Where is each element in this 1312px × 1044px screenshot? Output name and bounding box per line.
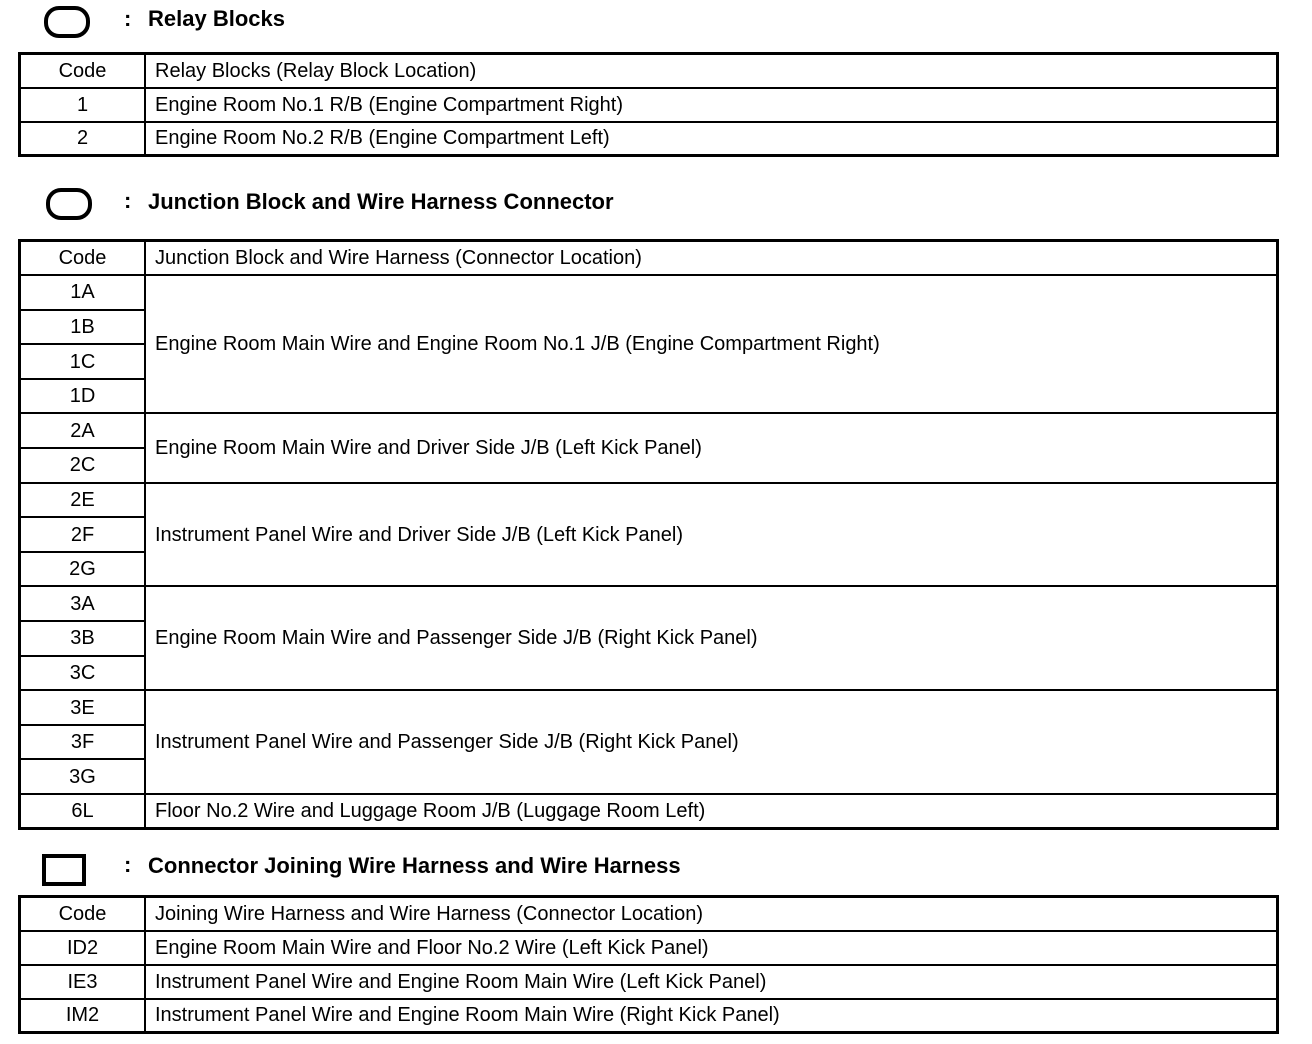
- row-code: IE3: [20, 965, 146, 999]
- row-code: ID2: [20, 931, 146, 965]
- table-header-row: [20, 54, 1278, 88]
- junction-block-table: [18, 239, 1279, 830]
- row-code: 2A: [20, 413, 146, 448]
- row-code: 6L: [20, 794, 146, 829]
- row-desc: Floor No.2 Wire and Luggage Room J/B (Luggage Room Left): [145, 794, 1278, 829]
- connector-joining-table: [18, 895, 1279, 1034]
- row-desc: Engine Room Main Wire and Driver Side J/B (Left Kick Panel): [145, 413, 1278, 482]
- row-desc: Engine Room Main Wire and Engine Room No.1 J/B (Engine Compartment Right): [145, 275, 1278, 413]
- table-row: [20, 413, 1278, 448]
- row-desc: Engine Room No.1 R/B (Engine Compartment Right): [145, 88, 1278, 122]
- row-code: 1A: [20, 275, 146, 310]
- header-desc: Joining Wire Harness and Wire Harness (Connector Location): [145, 897, 1278, 931]
- row-code: 3A: [20, 586, 146, 621]
- table-row: [20, 586, 1278, 621]
- table-row: [20, 122, 1278, 156]
- section-colon: :: [124, 6, 132, 31]
- row-desc: Instrument Panel Wire and Engine Room Main Wire (Left Kick Panel): [145, 965, 1278, 999]
- row-code: 2E: [20, 483, 146, 518]
- row-code: 2C: [20, 448, 146, 483]
- row-desc: Instrument Panel Wire and Driver Side J/B (Left Kick Panel): [145, 483, 1278, 587]
- table-row: [20, 88, 1278, 122]
- row-code: IM2: [20, 999, 146, 1033]
- row-desc: Engine Room No.2 R/B (Engine Compartment Left): [145, 122, 1278, 156]
- row-desc: Instrument Panel Wire and Passenger Side J/B (Right Kick Panel): [145, 690, 1278, 794]
- row-code: 1C: [20, 344, 146, 379]
- section-title-junction-block: Junction Block and Wire Harness Connector: [148, 189, 614, 214]
- table-row: [20, 931, 1278, 965]
- table-row: [20, 275, 1278, 310]
- table-row: [20, 965, 1278, 999]
- row-code: 2: [20, 122, 146, 156]
- table-header-row: [20, 897, 1278, 931]
- row-desc: Engine Room Main Wire and Passenger Side J/B (Right Kick Panel): [145, 586, 1278, 690]
- row-code: 1B: [20, 310, 146, 345]
- table-row: [20, 690, 1278, 725]
- row-desc: Engine Room Main Wire and Floor No.2 Wire (Left Kick Panel): [145, 931, 1278, 965]
- row-code: 2F: [20, 517, 146, 552]
- header-code: Code: [20, 241, 146, 276]
- row-code: 1: [20, 88, 146, 122]
- table-row: [20, 794, 1278, 829]
- row-code: 2G: [20, 552, 146, 587]
- row-code: 1D: [20, 379, 146, 414]
- table-row: [20, 483, 1278, 518]
- row-desc: Instrument Panel Wire and Engine Room Main Wire (Right Kick Panel): [145, 999, 1278, 1033]
- header-desc: Junction Block and Wire Harness (Connector Location): [145, 241, 1278, 276]
- oval-symbol-icon: [44, 6, 90, 38]
- oval-symbol-icon: [46, 188, 92, 220]
- row-code: 3F: [20, 725, 146, 760]
- section-colon: :: [124, 852, 132, 877]
- table-row: [20, 999, 1278, 1033]
- header-desc: Relay Blocks (Relay Block Location): [145, 54, 1278, 88]
- section-title-relay-blocks: Relay Blocks: [148, 6, 285, 31]
- table-header-row: [20, 241, 1278, 276]
- row-code: 3G: [20, 759, 146, 794]
- section-title-connector-joining: Connector Joining Wire Harness and Wire Harness: [148, 853, 681, 878]
- rectangle-symbol-icon: [42, 854, 86, 886]
- header-code: Code: [20, 897, 146, 931]
- section-colon: :: [124, 188, 132, 213]
- row-code: 3E: [20, 690, 146, 725]
- relay-blocks-table: [18, 52, 1279, 157]
- row-code: 3B: [20, 621, 146, 656]
- header-code: Code: [20, 54, 146, 88]
- row-code: 3C: [20, 656, 146, 691]
